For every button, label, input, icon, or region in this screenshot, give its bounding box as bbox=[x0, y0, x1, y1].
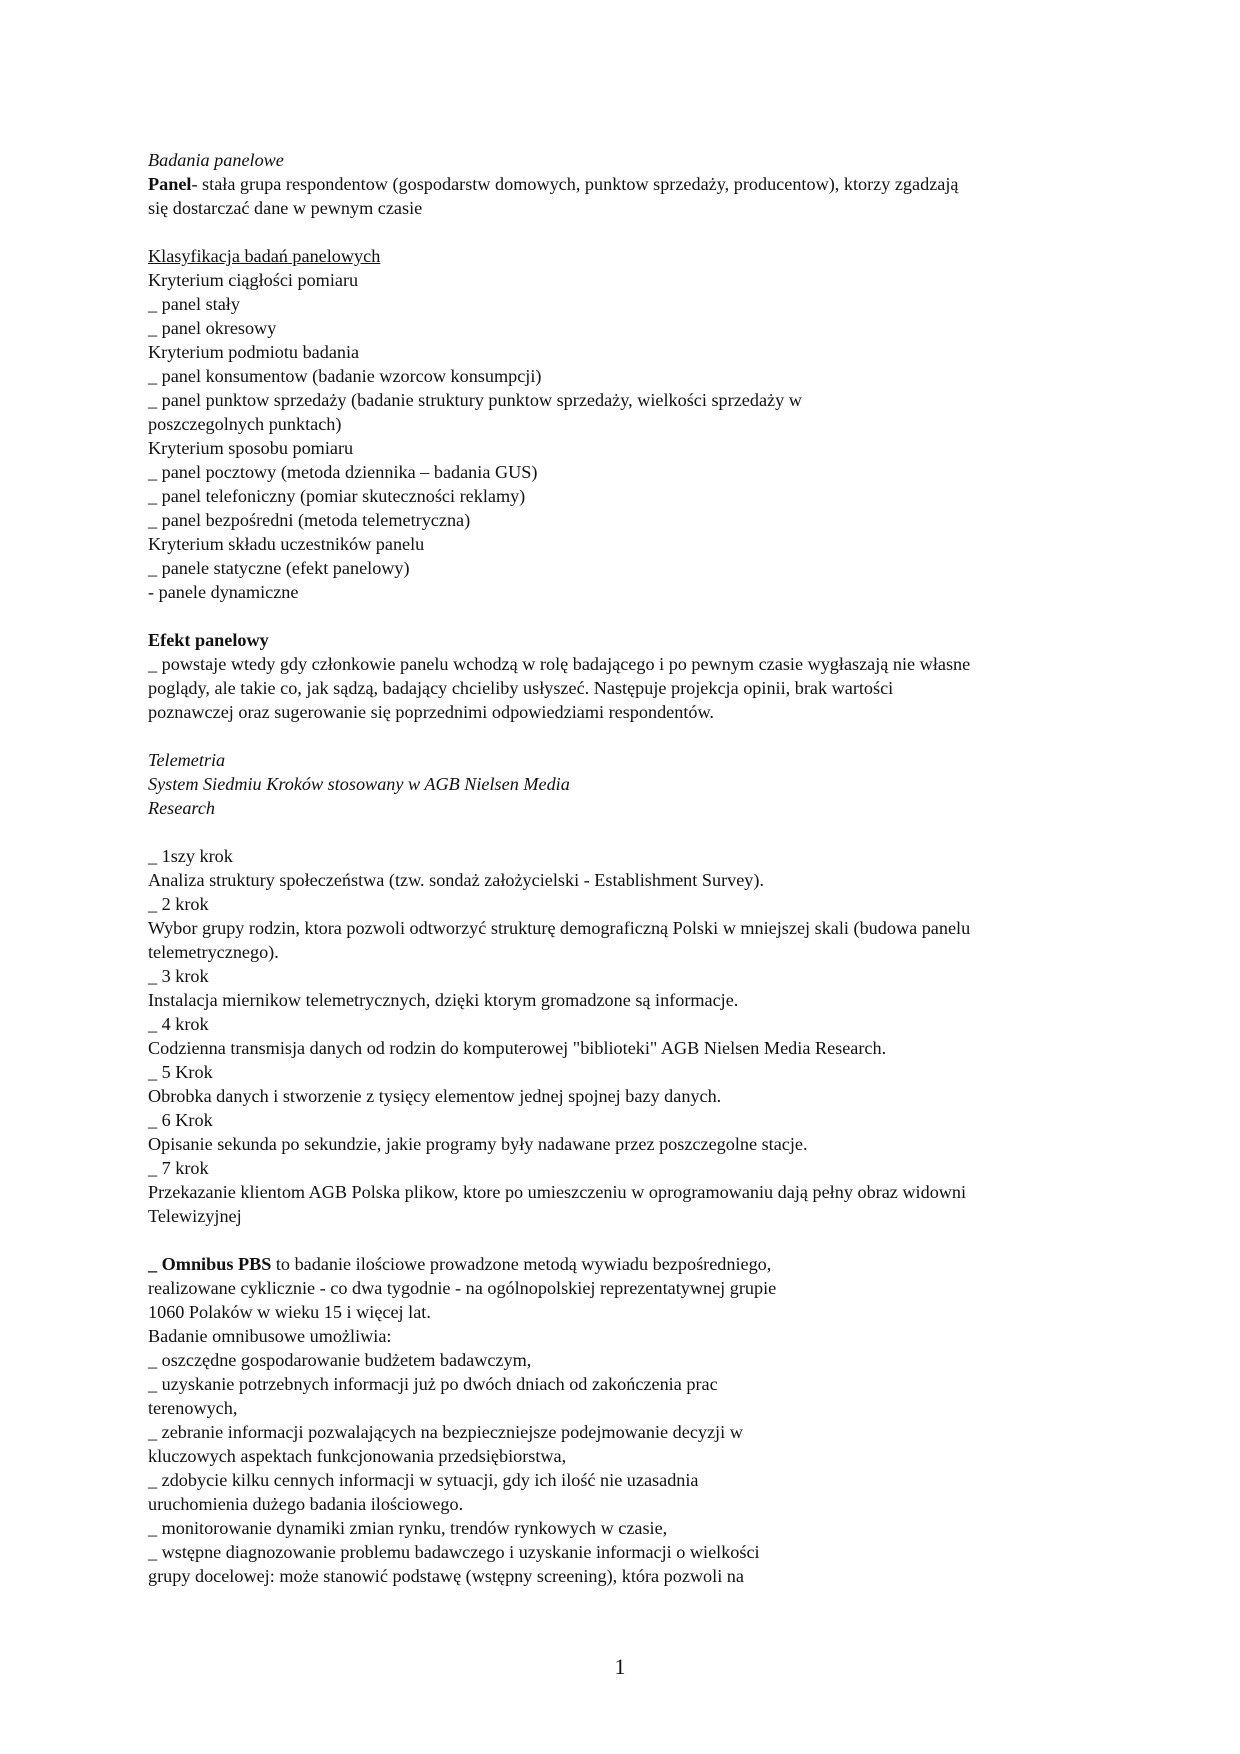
spacer bbox=[148, 724, 1108, 748]
classification-line: _ panel konsumentow (badanie wzorcow konsumpcji) bbox=[148, 366, 542, 386]
omnibus-line: kluczowych aspektach funkcjonowania przedsiębiorstwa, bbox=[148, 1446, 567, 1466]
telemetry-line: Instalacja miernikow telemetrycznych, dzięki ktorym gromadzone są informacje. bbox=[148, 990, 739, 1010]
telemetry-title: Telemetria bbox=[148, 750, 226, 770]
omnibus-line: terenowych, bbox=[148, 1398, 238, 1418]
telemetry-line: Przekazanie klientom AGB Polska plikow, ktore po umieszczeniu w oprogramowaniu dają pełny obraz widowni bbox=[148, 1182, 967, 1202]
omnibus-line: Badanie omnibusowe umożliwia: bbox=[148, 1326, 392, 1346]
classification-line: Kryterium składu uczestników panelu bbox=[148, 534, 425, 554]
telemetry-line: _ 6 Krok bbox=[148, 1110, 213, 1130]
classification-line: Kryterium podmiotu badania bbox=[148, 342, 360, 362]
omnibus-line: _ uzyskanie potrzebnych informacji już po dwóch dniach od zakończenia prac bbox=[148, 1374, 718, 1394]
panel-definition-line-2: się dostarczać dane w pewnym czasie bbox=[148, 198, 423, 218]
telemetry-line: Opisanie sekunda po sekundzie, jakie programy były nadawane przez poszczegolne stacje. bbox=[148, 1134, 808, 1154]
omnibus-line: 1060 Polaków w wieku 15 i więcej lat. bbox=[148, 1302, 431, 1322]
omnibus-line: uruchomienia dużego badania ilościowego. bbox=[148, 1494, 464, 1514]
telemetry-line: _ 5 Krok bbox=[148, 1062, 213, 1082]
telemetry-line: Telewizyjnej bbox=[148, 1206, 242, 1226]
omnibus-line: realizowane cyklicznie - co dwa tygodnie - na ogólnopolskiej reprezentatywnej grupie bbox=[148, 1278, 777, 1298]
omnibus-line: _ wstępne diagnozowanie problemu badawczego i uzyskanie informacji o wielkości bbox=[148, 1542, 760, 1562]
panel-effect-heading: Efekt panelowy bbox=[148, 630, 269, 650]
omnibus-first-line-text: to badanie ilościowe prowadzone metodą wywiadu bezpośredniego, bbox=[271, 1254, 772, 1274]
telemetry-line: _ 4 krok bbox=[148, 1014, 209, 1034]
telemetry-line: _ 7 krok bbox=[148, 1158, 209, 1178]
classification-line: - panele dynamiczne bbox=[148, 582, 299, 602]
telemetry-subtitle: Research bbox=[148, 798, 215, 818]
panel-definition-line-1 bbox=[148, 172, 1108, 196]
panel-effect-line: poglądy, ale takie co, jak sądzą, badający chcieliby usłyszeć. Następuje projekcja opinii, brak wartości bbox=[148, 678, 894, 698]
classification-line: _ panel telefoniczny (pomiar skuteczności reklamy) bbox=[148, 486, 526, 506]
document-page bbox=[148, 148, 1108, 1588]
panel-effect-line: poznawczej oraz sugerowanie się poprzednimi odpowiedziami respondentów. bbox=[148, 702, 714, 722]
panel-definition-text: - stała grupa respondentow (gospodarstw domowych, punktow sprzedaży, producentow), ktorzy zgadzają bbox=[191, 174, 959, 194]
section-title-badania-panelowe: Badania panelowe bbox=[148, 150, 284, 170]
telemetry-line: Analiza struktury społeczeństwa (tzw. sondaż założycielski - Establishment Survey). bbox=[148, 870, 764, 890]
omnibus-first-line bbox=[148, 1252, 1108, 1276]
telemetry-subtitle: System Siedmiu Kroków stosowany w AGB Nielsen Media bbox=[148, 774, 570, 794]
panel-effect-line: _ powstaje wtedy gdy członkowie panelu wchodzą w rolę badającego i po pewnym czasie wygłaszają nie własne bbox=[148, 654, 971, 674]
spacer bbox=[148, 604, 1108, 628]
telemetry-line: Codzienna transmisja danych od rodzin do komputerowej "biblioteki" AGB Nielsen Media Research. bbox=[148, 1038, 887, 1058]
panel-term: Panel bbox=[148, 174, 192, 194]
omnibus-line: grupy docelowej: może stanowić podstawę (wstępny screening), która pozwoli na bbox=[148, 1566, 744, 1586]
classification-line: poszczegolnych punktach) bbox=[148, 414, 342, 434]
classification-line: _ panel okresowy bbox=[148, 318, 277, 338]
classification-line: _ panel punktow sprzedaży (badanie struktury punktow sprzedaży, wielkości sprzedaży w bbox=[148, 390, 802, 410]
telemetry-line: Wybor grupy rodzin, ktora pozwoli odtworzyć strukturę demograficzną Polski w mniejszej skali (budowa panelu bbox=[148, 918, 971, 938]
omnibus-term: _ Omnibus PBS bbox=[148, 1254, 272, 1274]
spacer bbox=[148, 220, 1108, 244]
omnibus-line: _ zebranie informacji pozwalających na bezpieczniejsze podejmowanie decyzji w bbox=[148, 1422, 743, 1442]
classification-heading: Klasyfikacja badań panelowych bbox=[148, 246, 381, 266]
classification-line: _ panele statyczne (efekt panelowy) bbox=[148, 558, 410, 578]
telemetry-line: telemetrycznego). bbox=[148, 942, 279, 962]
spacer bbox=[148, 1228, 1108, 1252]
classification-line: _ panel bezpośredni (metoda telemetryczna) bbox=[148, 510, 471, 530]
classification-line: _ panel stały bbox=[148, 294, 240, 314]
classification-line: Kryterium sposobu pomiaru bbox=[148, 438, 354, 458]
classification-line: _ panel pocztowy (metoda dziennika – badania GUS) bbox=[148, 462, 538, 482]
classification-line: Kryterium ciągłości pomiaru bbox=[148, 270, 359, 290]
omnibus-line: _ monitorowanie dynamiki zmian rynku, trendów rynkowych w czasie, bbox=[148, 1518, 668, 1538]
spacer bbox=[148, 820, 1108, 844]
page-number: 1 bbox=[614, 1654, 626, 1679]
telemetry-line: _ 3 krok bbox=[148, 966, 209, 986]
omnibus-line: _ zdobycie kilku cennych informacji w sytuacji, gdy ich ilość nie uzasadnia bbox=[148, 1470, 699, 1490]
omnibus-line: _ oszczędne gospodarowanie budżetem badawczym, bbox=[148, 1350, 532, 1370]
telemetry-line: _ 2 krok bbox=[148, 894, 209, 914]
telemetry-line: Obrobka danych i stworzenie z tysięcy elementow jednej spojnej bazy danych. bbox=[148, 1086, 722, 1106]
telemetry-line: _ 1szy krok bbox=[148, 846, 233, 866]
